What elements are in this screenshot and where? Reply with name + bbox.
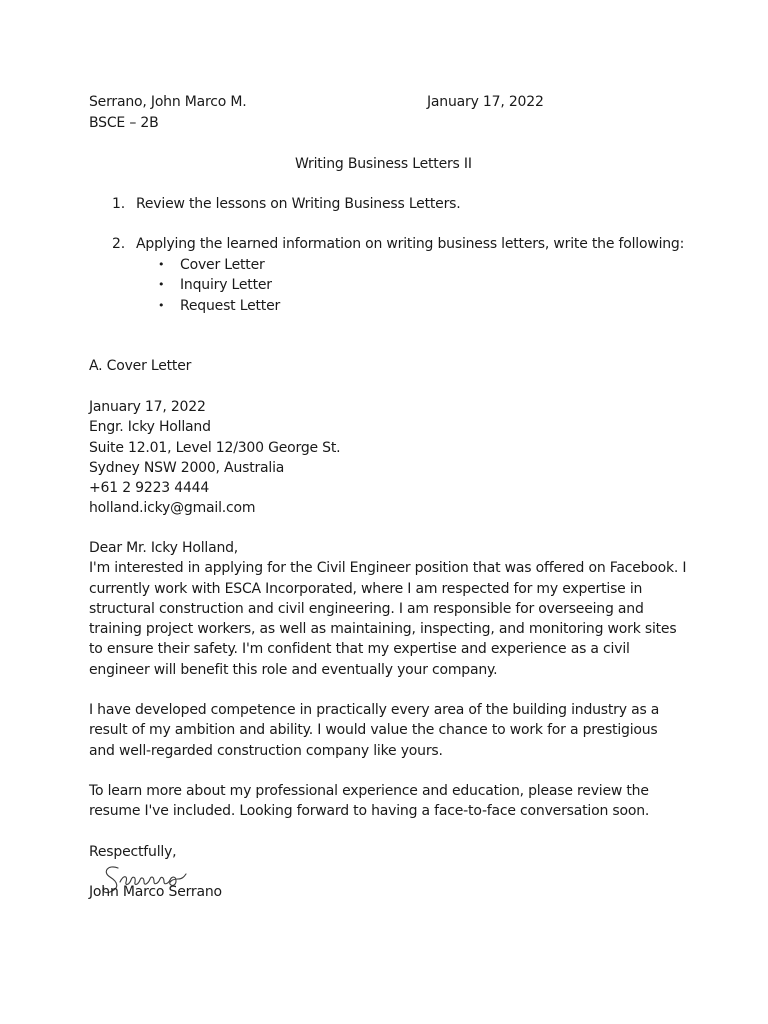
body-line: training project workers, as well as maintaining, inspecting, and monitoring work sites <box>89 621 677 638</box>
letter-date: January 17, 2022 <box>89 399 206 415</box>
bullet-item-request-letter <box>158 296 280 317</box>
recipient-phone: +61 2 9223 4444 <box>89 480 210 497</box>
salutation: Dear Mr. Icky Holland, <box>89 540 239 556</box>
body-line: I have developed competence in practically every area of the building industry as a <box>89 702 660 718</box>
instruction-text: Applying the learned information on writing business letters, write the following: <box>136 236 685 252</box>
instruction-number: 1. <box>112 196 125 212</box>
student-section: BSCE – 2B <box>89 115 159 131</box>
body-line: and well-regarded construction company like yours. <box>89 742 443 759</box>
body-line: engineer will benefit this role and eventually your company. <box>89 661 498 678</box>
letter-body-2 <box>89 700 689 761</box>
body-line: resume I've included. Looking forward to having a face-to-face conversation soon. <box>89 803 650 820</box>
letter-body-3 <box>89 781 689 822</box>
recipient-address-line-1: Suite 12.01, Level 12/300 George St. <box>89 439 341 456</box>
document-title: Writing Business Letters II <box>295 156 472 172</box>
bullet-item-cover-letter <box>158 255 265 276</box>
section-heading: A. Cover Letter <box>89 358 192 374</box>
bullet-item-inquiry-letter <box>158 275 272 296</box>
instruction-item-2 <box>112 234 684 254</box>
recipient-email: holland.icky@gmail.com <box>89 500 256 517</box>
recipient-name: Engr. Icky Holland <box>89 419 211 436</box>
student-name: Serrano, John Marco M. <box>89 94 247 110</box>
body-line: structural construction and civil engineering. I am responsible for overseeing and <box>89 600 644 617</box>
instruction-number: 2. <box>112 236 125 252</box>
header-date: January 17, 2022 <box>427 94 544 110</box>
bullet-text: Cover Letter <box>180 257 265 273</box>
body-line: to ensure their safety. I'm confident that my expertise and experience as a civil <box>89 641 630 658</box>
instruction-text: Review the lessons on Writing Business Letters. <box>136 196 461 212</box>
recipient-address-line-2: Sydney NSW 2000, Australia <box>89 459 285 476</box>
instruction-item-1 <box>112 194 460 214</box>
closing: Respectfully, <box>89 844 177 860</box>
signature-name: John Marco Serrano <box>89 884 222 900</box>
body-line: result of my ambition and ability. I would value the chance to work for a prestigious <box>89 722 658 739</box>
body-line: currently work with ESCA Incorporated, where I am respected for my expertise in <box>89 580 643 597</box>
bullet-icon: • <box>158 278 165 291</box>
bullet-text: Request Letter <box>180 298 281 314</box>
body-line: To learn more about my professional experience and education, please review the <box>89 783 649 799</box>
address-block <box>89 397 689 519</box>
body-line: I'm interested in applying for the Civil Engineer position that was offered on Facebook. I <box>89 560 687 577</box>
bullet-icon: • <box>158 258 165 271</box>
letter-body-1 <box>89 538 689 680</box>
bullet-icon: • <box>158 299 165 312</box>
bullet-text: Inquiry Letter <box>180 277 272 293</box>
